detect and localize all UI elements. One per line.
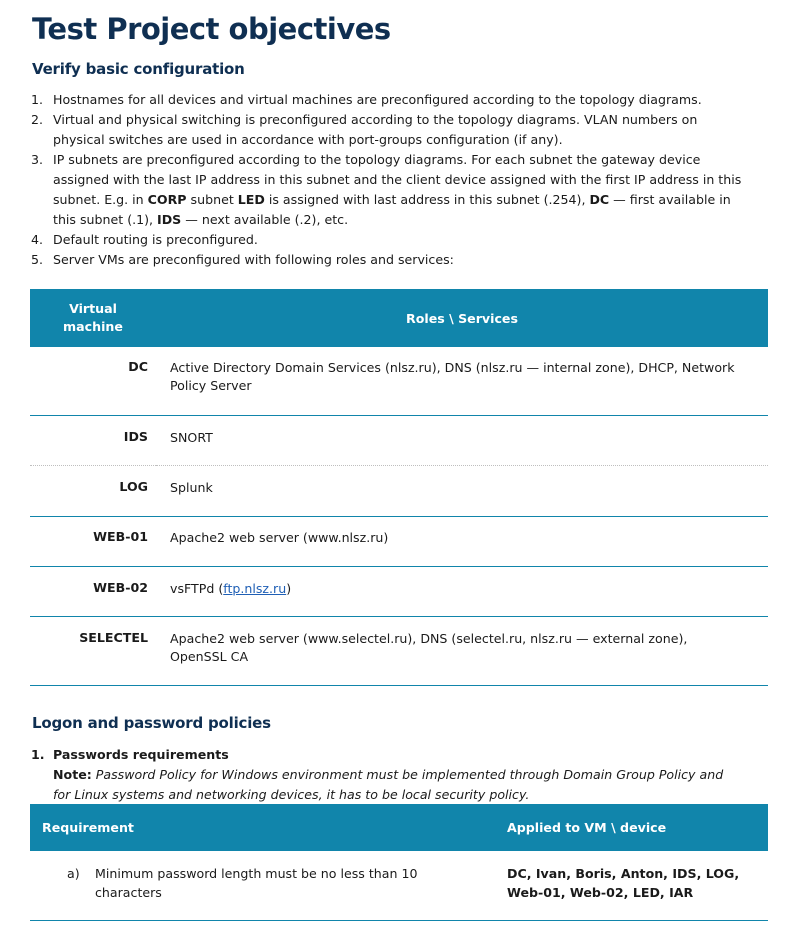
item-title: Passwords requirements <box>53 747 229 762</box>
table-row: DC Active Directory Domain Services (nlsz.ru), DNS (nlsz.ru — internal zone), DHCP, Network Policy Server <box>30 347 768 415</box>
header-applied-to: Applied to VM \ device <box>507 804 768 851</box>
vm-services-table <box>30 289 768 686</box>
password-requirements-item: 1. Passwords requirements Note: Password Policy for Windows environment must be implemented through Domain Group Policy and for Linux systems and networking devices, it has to be local security policy. <box>31 747 724 802</box>
page-title: Test Project objectives <box>32 12 391 46</box>
header-virtual-machine: Virtual machine <box>30 289 156 347</box>
table-row: WEB-01 Apache2 web server (www.nlsz.ru) <box>30 516 768 566</box>
list-item: 1. Hostnames for all devices and virtual machines are preconfigured according to the topology diagrams. <box>31 92 702 107</box>
table-row: IDS SNORT <box>30 415 768 465</box>
section-heading-basic-config: Verify basic configuration <box>32 60 245 78</box>
table-header-row <box>30 289 768 347</box>
list-item: 3. IP subnets are preconfigured according to the topology diagrams. For each subnet the gateway device assigned with the last IP address in this subnet and the client device assigned with the first IP address in this subnet. E.g. in CORP subnet LED is assigned with last address in this subnet (.254), DC — first available in this subnet (.1), IDS — next available (.2), etc. <box>31 152 742 227</box>
list-item: 2. Virtual and physical switching is preconfigured according to the topology diagrams. VLAN numbers on physical switches are used in accordance with port-groups configuration (if any). <box>31 112 698 147</box>
requirements-table <box>30 804 768 921</box>
header-roles-services: Roles \ Services <box>156 289 768 347</box>
header-requirement: Requirement <box>30 804 507 851</box>
ftp-link[interactable]: ftp.nlsz.ru <box>223 580 287 596</box>
config-list <box>30 90 770 270</box>
table-row: WEB-02 vsFTPd (ftp.nlsz.ru) <box>30 566 768 616</box>
table-row: a) Minimum password length must be no less than 10 characters DC, Ivan, Boris, Anton, IDS, LOG, Web-01, Web-02, LED, IAR <box>30 851 768 920</box>
table-row: LOG Splunk <box>30 465 768 516</box>
list-item: 5. Server VMs are preconfigured with following roles and services: <box>31 252 454 267</box>
table-row: SELECTEL Apache2 web server (www.selectel.ru), DNS (selectel.ru, nlsz.ru — external zone), OpenSSL CA <box>30 616 768 685</box>
list-item: 4. Default routing is preconfigured. <box>31 232 258 247</box>
table-header-row <box>30 804 768 851</box>
note-label: Note: <box>53 767 92 782</box>
section-heading-logon-policies: Logon and password policies <box>32 714 271 732</box>
